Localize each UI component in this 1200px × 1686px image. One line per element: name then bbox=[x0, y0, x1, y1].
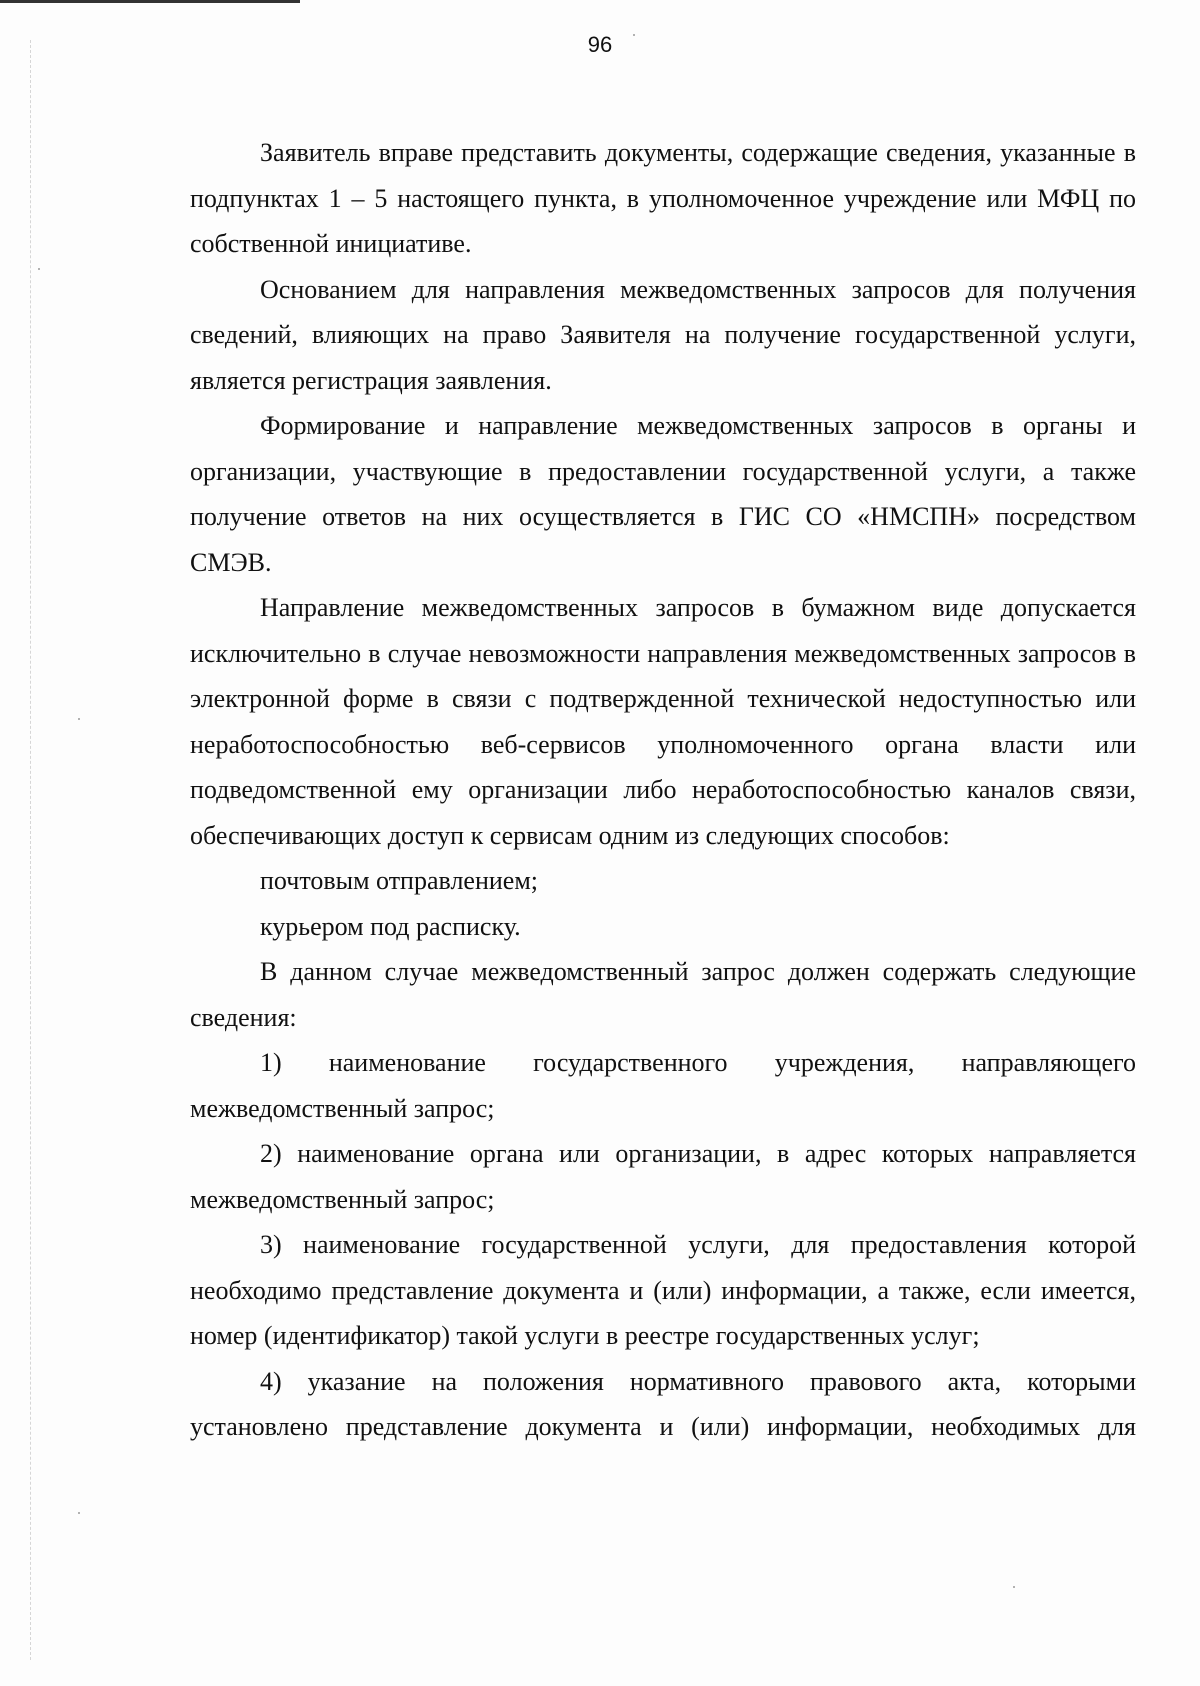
list-item-2: 2) наименование органа или организации, в адрес которых направляется межведомственный запрос; bbox=[190, 1139, 1136, 1214]
scan-top-rule bbox=[0, 0, 300, 3]
document-body bbox=[190, 130, 1136, 1450]
method-postal: почтовым отправлением; bbox=[260, 866, 539, 895]
scan-speck bbox=[78, 1512, 80, 1514]
scan-speck bbox=[1013, 1586, 1015, 1588]
paragraph-forming-requests: Формирование и направление межведомственных запросов в органы и организации, участвующие в предоставлении государственной услуги, а также получение ответов на них осуществляется в ГИС СО «НМСПН» посредством СМЭВ. bbox=[190, 411, 1136, 577]
method-courier: курьером под расписку. bbox=[260, 911, 521, 941]
scan-left-edge bbox=[30, 40, 32, 1660]
scan-speck bbox=[78, 718, 80, 720]
paragraph-applicant-right: Заявитель вправе представить документы, содержащие сведения, указанные в подпунктах 1 – 5 настоящего пункта, в уполномоченное учреждение или МФЦ по собственной инициативе. bbox=[190, 138, 1136, 258]
paragraph-request-contents: В данном случае межведомственный запрос должен содержать следующие сведения: bbox=[190, 957, 1136, 1032]
paragraph-paper-requests: Направление межведомственных запросов в бумажном виде допускается исключительно в случае невозможности направления межведомственных запросов в электронной форме в связи с подтвержденной технической недоступностью или неработоспособностью веб-сервисов уполномоченного органа власти или подведомственной ему организации либо неработоспособностью каналов связи, обеспечивающих доступ к сервисам одним из следующих способов: bbox=[190, 593, 1136, 850]
list-item-4: 4) указание на положения нормативного правового акта, которыми установлено представление документа и (или) информации, необходимых для bbox=[190, 1366, 1136, 1441]
list-item-1: 1) наименование государственного учреждения, направляющего межведомственный запрос; bbox=[190, 1048, 1136, 1123]
page-number: 96 bbox=[587, 32, 613, 57]
scan-speck bbox=[38, 268, 40, 270]
paragraph-grounds-for-requests: Основанием для направления межведомственных запросов для получения сведений, влияющих на право Заявителя на получение государственной услуги, является регистрация заявления. bbox=[190, 274, 1136, 395]
list-item-3: 3) наименование государственной услуги, для предоставления которой необходимо представление документа и (или) информации, а также, если имеется, номер (идентификатор) такой услуги в реестре государственных услуг; bbox=[190, 1230, 1136, 1350]
